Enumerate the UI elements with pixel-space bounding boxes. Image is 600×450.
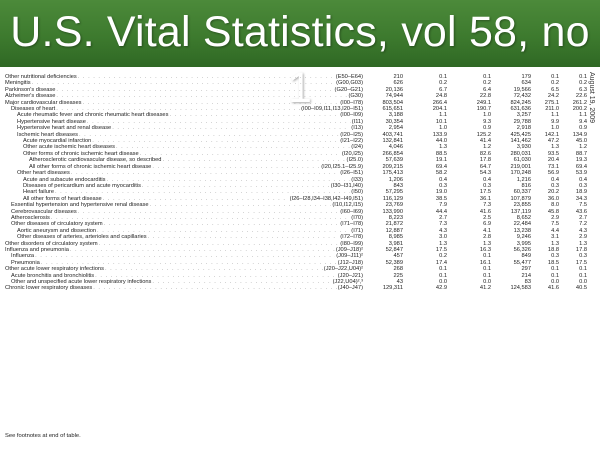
value-cell: 17.5 (479, 189, 491, 196)
value-cell: 209,215 (382, 163, 403, 170)
value-cell: 17.4 (435, 259, 447, 266)
value-cell: 6.5 (551, 86, 559, 93)
value-cell: 52,389 (385, 259, 403, 266)
value-cell: 133.9 (432, 131, 447, 138)
value-cell: 41.2 (479, 285, 491, 292)
value-cell: 137,119 (510, 208, 531, 215)
icd-code: (I00–I09,I11,I13,I20–I51) (301, 106, 363, 113)
value-cell: 403,741 (382, 131, 403, 138)
value-cell: 1.0 (551, 125, 559, 132)
icd-code: (J20–J21) (337, 272, 363, 279)
value-cell: 1.0 (439, 125, 447, 132)
value-cell: 54.3 (479, 170, 491, 177)
value-cell: 2.9 (551, 214, 559, 221)
icd-code: (I10,I12,I15) (332, 202, 363, 209)
value-cell: 29,788 (513, 118, 531, 125)
value-cell: 7.3 (483, 202, 491, 209)
value-cell: 43 (396, 279, 403, 285)
slide-title: U.S. Vital Statistics, vol 58, no 1 (10, 8, 590, 112)
cause-name: Other acute ischemic heart diseases (23, 144, 115, 151)
value-cell: 40.5 (575, 285, 587, 292)
cause-name: Acute and subacute endocarditis (23, 176, 106, 183)
icd-code: (E50–E64) (335, 74, 363, 80)
cause-name: Other disorders of circulatory system (5, 240, 98, 247)
value-cell: 0.2 (483, 80, 491, 87)
value-cell: 2.5 (483, 214, 491, 221)
cause-name: Heart failure (23, 189, 54, 196)
value-cell: 190.7 (476, 106, 491, 113)
value-cell: 0.1 (483, 74, 491, 80)
value-cell: 1.3 (579, 240, 587, 247)
value-cell: 61,030 (513, 157, 531, 164)
value-cell: 1.2 (483, 144, 491, 151)
value-cell: 634 (521, 80, 531, 87)
footnote: See footnotes at end of table. (5, 433, 81, 439)
value-cell: 34.3 (575, 195, 587, 202)
value-cell: 268 (393, 266, 403, 273)
value-cell: 57,639 (385, 157, 403, 164)
cause-name: Diseases of pericardium and acute myocarditis (23, 182, 141, 189)
value-cell: 0.1 (439, 74, 447, 80)
value-cell: 1,206 (388, 176, 403, 183)
icd-code: (J09–J18)² (335, 246, 363, 253)
value-cell: 44.0 (435, 138, 447, 145)
value-cell: 9,246 (516, 234, 531, 241)
icd-code: (I20–I25) (340, 131, 363, 138)
value-cell: 0.9 (483, 125, 491, 132)
value-cell: 9.4 (579, 118, 587, 125)
value-cell: 1.3 (551, 144, 559, 151)
value-cell: 3.1 (551, 234, 559, 241)
icd-code: (I20,I25.1–I25.9) (321, 163, 363, 170)
value-cell: 124,583 (510, 285, 531, 292)
value-cell: 53.9 (575, 170, 587, 177)
value-cell: 2.9 (579, 234, 587, 241)
value-cell: 41.6 (547, 285, 559, 292)
value-cell: 280,031 (510, 150, 531, 157)
icd-code: (I26–I51) (340, 170, 363, 177)
icd-code: (I13) (351, 125, 363, 132)
value-cell: 69.4 (435, 163, 447, 170)
value-cell: 0.1 (579, 272, 587, 279)
cause-cell (5, 285, 363, 291)
side-date-text: August 19, 2009 (588, 72, 595, 123)
value-cell: 1.3 (439, 240, 447, 247)
value-cell: 7.9 (439, 202, 447, 209)
value-cell: 170,248 (510, 170, 531, 177)
value-cell: 626 (393, 80, 403, 87)
cause-name: Other and unspecified acute lower respiratory infections (11, 279, 152, 285)
value-cell: 13,238 (513, 227, 531, 234)
value-cell: 52,847 (385, 246, 403, 253)
icd-code: (J40–J47) (337, 285, 363, 292)
value-cell: 0.4 (483, 176, 491, 183)
value-cell: 12,887 (385, 227, 403, 234)
cause-name: Hypertensive heart and renal disease (17, 125, 112, 132)
value-cell: 0.3 (483, 182, 491, 189)
icd-code: (G30) (348, 93, 363, 100)
value-cell: 7.5 (551, 221, 559, 228)
icd-code: (J20–J22,U04)² (323, 266, 363, 273)
value-cell: 142.1 (544, 131, 559, 138)
value-cell: 72,432 (513, 93, 531, 100)
cause-name: Other diseases of circulatory system (11, 221, 103, 228)
icd-code: (I30–I31,I40) (330, 182, 363, 189)
value-cell: 275.1 (544, 99, 559, 106)
cause-name: Diseases of heart (11, 106, 56, 113)
cause-name: Pneumonia (11, 259, 40, 266)
value-cell: 0.9 (579, 125, 587, 132)
value-cell: 18.8 (547, 246, 559, 253)
value-cell: 38.5 (435, 195, 447, 202)
value-cell: 74,944 (385, 93, 403, 100)
icd-code: (J12–J18) (337, 259, 363, 266)
value-cell: 0.1 (551, 266, 559, 273)
value-cell: 56,326 (513, 246, 531, 253)
value-cell: 20,136 (385, 86, 403, 93)
value-cell: 849 (521, 253, 531, 260)
value-cell: 20.4 (547, 157, 559, 164)
value-cell: 42.9 (435, 285, 447, 292)
value-cell: 55,477 (513, 259, 531, 266)
value-cell: 6.7 (439, 86, 447, 93)
value-cell: 0.4 (439, 176, 447, 183)
cause-name: Parkinson's disease (5, 86, 56, 93)
value-cell: 56.9 (547, 170, 559, 177)
value-cell: 3,930 (516, 144, 531, 151)
value-cell: 2.8 (483, 234, 491, 241)
cause-name: Alzheimer's disease (5, 93, 56, 100)
cause-name: Acute bronchitis and bronchiolitis (11, 272, 95, 279)
value-cell: 4.3 (439, 227, 447, 234)
value-cell: 1.3 (439, 144, 447, 151)
icd-code: (I72–I78) (340, 234, 363, 241)
icd-code: (I71) (351, 227, 363, 234)
cause-name: Influenza (11, 253, 35, 260)
value-cell: 0.2 (551, 80, 559, 87)
value-cell: 1.1 (439, 112, 447, 119)
cause-name: All other forms of heart disease (23, 195, 102, 202)
value-cell: 1.3 (483, 240, 491, 247)
cause-name: Major cardiovascular diseases (5, 99, 82, 106)
value-cell: 3,995 (516, 240, 531, 247)
icd-code: (I80–I99) (340, 240, 363, 247)
value-cell: 3,188 (388, 112, 403, 119)
value-cell: 0.1 (551, 74, 559, 80)
value-cell: 266,854 (382, 150, 403, 157)
value-cell: 615,651 (382, 106, 403, 113)
value-cell: 44.4 (435, 208, 447, 215)
value-cell: 88.7 (575, 150, 587, 157)
value-cell: 200.2 (572, 106, 587, 113)
value-cell: 266.4 (432, 99, 447, 106)
icd-code: (I26–I28,I34–I38,I42–I49,I51) (289, 195, 363, 202)
value-cell: 0.3 (579, 253, 587, 260)
icd-code: (I20,I25) (341, 150, 363, 157)
value-cell: 19,566 (513, 86, 531, 93)
value-cell: 2,954 (388, 125, 403, 132)
value-cell: 8,223 (388, 214, 403, 221)
value-cell: 8.0 (551, 202, 559, 209)
value-cell: 93.5 (547, 150, 559, 157)
value-cell: 0.1 (439, 266, 447, 273)
value-cell: 9.3 (483, 118, 491, 125)
value-cell: 2,918 (516, 125, 531, 132)
value-cell: 18.9 (575, 189, 587, 196)
table-body (5, 74, 587, 292)
icd-code: (I25.0) (346, 157, 363, 164)
value-cell: 0.2 (439, 80, 447, 87)
value-cell: 125.2 (476, 131, 491, 138)
value-cell: 175,413 (382, 170, 403, 177)
value-cell: 803,504 (382, 99, 403, 106)
value-cell: 36.1 (479, 195, 491, 202)
value-cell: 2.7 (579, 214, 587, 221)
value-cell: 64.7 (479, 163, 491, 170)
value-cell: 22.6 (575, 93, 587, 100)
value-cell: 297 (521, 266, 531, 273)
value-cell: 60,337 (513, 189, 531, 196)
value-cell: 0.3 (439, 182, 447, 189)
value-cell: 88.5 (435, 150, 447, 157)
value-cell: 82.6 (479, 150, 491, 157)
value-cell: 210 (393, 74, 403, 80)
cause-name: Essential hypertension and hypertensive renal disease (11, 202, 149, 209)
cause-name: Atherosclerotic cardiovascular disease, so described (29, 157, 162, 164)
value-cell: 9.9 (551, 118, 559, 125)
value-cell: 6.4 (483, 86, 491, 93)
value-cell: 30,354 (385, 118, 403, 125)
cause-name: Other heart diseases (17, 170, 70, 177)
value-cell: 116,129 (382, 195, 403, 202)
cause-name: Other nutritional deficiencies (5, 74, 77, 80)
value-cell: 214 (521, 272, 531, 279)
cause-name: Influenza and pneumonia (5, 246, 69, 253)
value-cell: 17.5 (435, 246, 447, 253)
value-cell: 45.8 (547, 208, 559, 215)
value-cell: 19.1 (435, 157, 447, 164)
value-cell: 816 (521, 182, 531, 189)
icd-code: (I50) (351, 189, 363, 196)
value-cell: 0.1 (579, 74, 587, 80)
value-cell: 4.4 (551, 227, 559, 234)
vital-statistics-table (5, 74, 587, 292)
value-cell: 7.2 (579, 221, 587, 228)
cause-name: Atherosclerosis (11, 214, 50, 221)
value-cell: 0.0 (483, 279, 491, 285)
value-cell: 58.2 (435, 170, 447, 177)
value-cell: 0.0 (439, 279, 447, 285)
value-cell: 225 (393, 272, 403, 279)
icd-code: (J09–J11)² (336, 253, 363, 260)
cause-name: All other forms of chronic ischemic heart disease (29, 163, 152, 170)
value-cell: 0.2 (439, 253, 447, 260)
value-cell: 0.0 (551, 279, 559, 285)
value-cell: 425,425 (510, 131, 531, 138)
value-cell: 1.3 (551, 240, 559, 247)
value-cell: 22.8 (479, 93, 491, 100)
value-cell: 16.1 (479, 259, 491, 266)
value-cell: 0.3 (551, 253, 559, 260)
value-cell: 3,981 (388, 240, 403, 247)
value-cell: 134.9 (572, 131, 587, 138)
value-cell: 0.1 (483, 272, 491, 279)
value-cell: 631,636 (510, 106, 531, 113)
value-cell: 107,879 (510, 195, 531, 202)
value-cell: 41.4 (479, 138, 491, 145)
value-cell: 261.2 (572, 99, 587, 106)
value-cell: 73.1 (547, 163, 559, 170)
value-cell: 17.8 (479, 157, 491, 164)
value-cell: 0.3 (551, 182, 559, 189)
cause-name: Other diseases of arteries, arterioles and capillaries (17, 234, 147, 241)
value-cell: 0.4 (579, 176, 587, 183)
value-cell: 24.8 (435, 93, 447, 100)
cause-name: Chronic lower respiratory diseases (5, 285, 93, 292)
value-cell: 0.3 (579, 182, 587, 189)
icd-code: (I71–I78) (340, 221, 363, 228)
value-cell: 45.0 (575, 138, 587, 145)
leader-dots (93, 285, 336, 291)
value-cell: 141,462 (510, 138, 531, 145)
value-cell: 18.5 (547, 259, 559, 266)
value-cell: 1,216 (516, 176, 531, 183)
value-cell: 10.1 (435, 118, 447, 125)
icd-code: (I21–I22) (340, 138, 363, 145)
icd-code: (I60–I69) (340, 208, 363, 215)
icd-code: (I11) (351, 118, 363, 125)
value-cell: 0.4 (551, 176, 559, 183)
value-cell: 129,311 (382, 285, 403, 292)
cause-name: Aortic aneurysm and dissection (17, 227, 97, 234)
cause-name: Meningitis (5, 80, 31, 87)
value-cell: 47.2 (547, 138, 559, 145)
value-cell: 23,769 (385, 202, 403, 209)
cause-name: Other forms of chronic ischemic heart disease (23, 150, 139, 157)
value-cell: 132,841 (382, 138, 403, 145)
value-cell: 1.1 (579, 112, 587, 119)
value-cell: 7.3 (439, 221, 447, 228)
value-cell: 20.2 (547, 189, 559, 196)
value-cell: 0.2 (579, 80, 587, 87)
icd-code: (I33) (351, 176, 363, 183)
value-cell: 2.7 (439, 214, 447, 221)
value-cell: 1.1 (551, 112, 559, 119)
value-cell: 4.3 (579, 227, 587, 234)
value-cell: 0.1 (439, 272, 447, 279)
value-cell: 3.0 (439, 234, 447, 241)
value-cell: 457 (393, 253, 403, 260)
value-cell: 0.1 (483, 253, 491, 260)
value-cell: 17.8 (575, 246, 587, 253)
value-cell: 36.0 (547, 195, 559, 202)
value-cell: 1.0 (483, 112, 491, 119)
value-cell: 21,872 (385, 221, 403, 228)
cause-name: Acute rheumatic fever and chronic rheumatic heart diseases (17, 112, 169, 119)
value-cell: 4,046 (388, 144, 403, 151)
icd-code: (I00–I78) (340, 99, 363, 106)
value-cell: 843 (393, 182, 403, 189)
value-cell: 0.1 (483, 266, 491, 273)
value-cell: 19.3 (575, 157, 587, 164)
value-cell: 133,990 (382, 208, 403, 215)
icd-code: (J22,U04)²,³ (332, 279, 363, 285)
value-cell: 24.2 (547, 93, 559, 100)
cause-name: Acute myocardial infarction (23, 138, 92, 145)
cause-name: Other acute lower respiratory infections (5, 266, 104, 273)
value-cell: 0.1 (579, 266, 587, 273)
value-cell: 6.3 (579, 86, 587, 93)
icd-code: (I24) (351, 144, 363, 151)
value-cell: 16.3 (479, 246, 491, 253)
value-cell: 17.5 (575, 259, 587, 266)
value-cell: 8,652 (516, 214, 531, 221)
value-cell: 41.6 (479, 208, 491, 215)
icd-code: (G20–G21) (334, 86, 363, 93)
value-cell: 69.4 (575, 163, 587, 170)
value-cell: 7.5 (579, 202, 587, 209)
value-cell: 19.0 (435, 189, 447, 196)
value-cell: 57,295 (385, 189, 403, 196)
value-cell: 1.2 (579, 144, 587, 151)
value-cell: 204.1 (432, 106, 447, 113)
cause-name: Hypertensive heart disease (17, 118, 86, 125)
value-cell: 0.0 (579, 279, 587, 285)
value-cell: 43.6 (575, 208, 587, 215)
value-cell: 22,484 (513, 221, 531, 228)
value-cell: 23,855 (513, 202, 531, 209)
value-cell: 3,257 (516, 112, 531, 119)
value-cell: 824,245 (510, 99, 531, 106)
value-cell: 83 (524, 279, 531, 285)
icd-code: (I00–I09) (340, 112, 363, 119)
table-row (5, 285, 587, 291)
value-cell: 179 (521, 74, 531, 80)
value-cell: 0.1 (551, 272, 559, 279)
cause-name: Ischemic heart diseases (17, 131, 79, 138)
icd-code: (G00,G03) (336, 80, 363, 87)
value-cell: 6.9 (483, 221, 491, 228)
value-cell: 219,001 (510, 163, 531, 170)
value-cell: 4.1 (483, 227, 491, 234)
value-cell: 211.0 (545, 106, 559, 113)
value-cell: 249.1 (476, 99, 491, 106)
cause-name: Cerebrovascular diseases (11, 208, 77, 215)
value-cell: 8,985 (388, 234, 403, 241)
icd-code: (I70) (351, 214, 363, 221)
